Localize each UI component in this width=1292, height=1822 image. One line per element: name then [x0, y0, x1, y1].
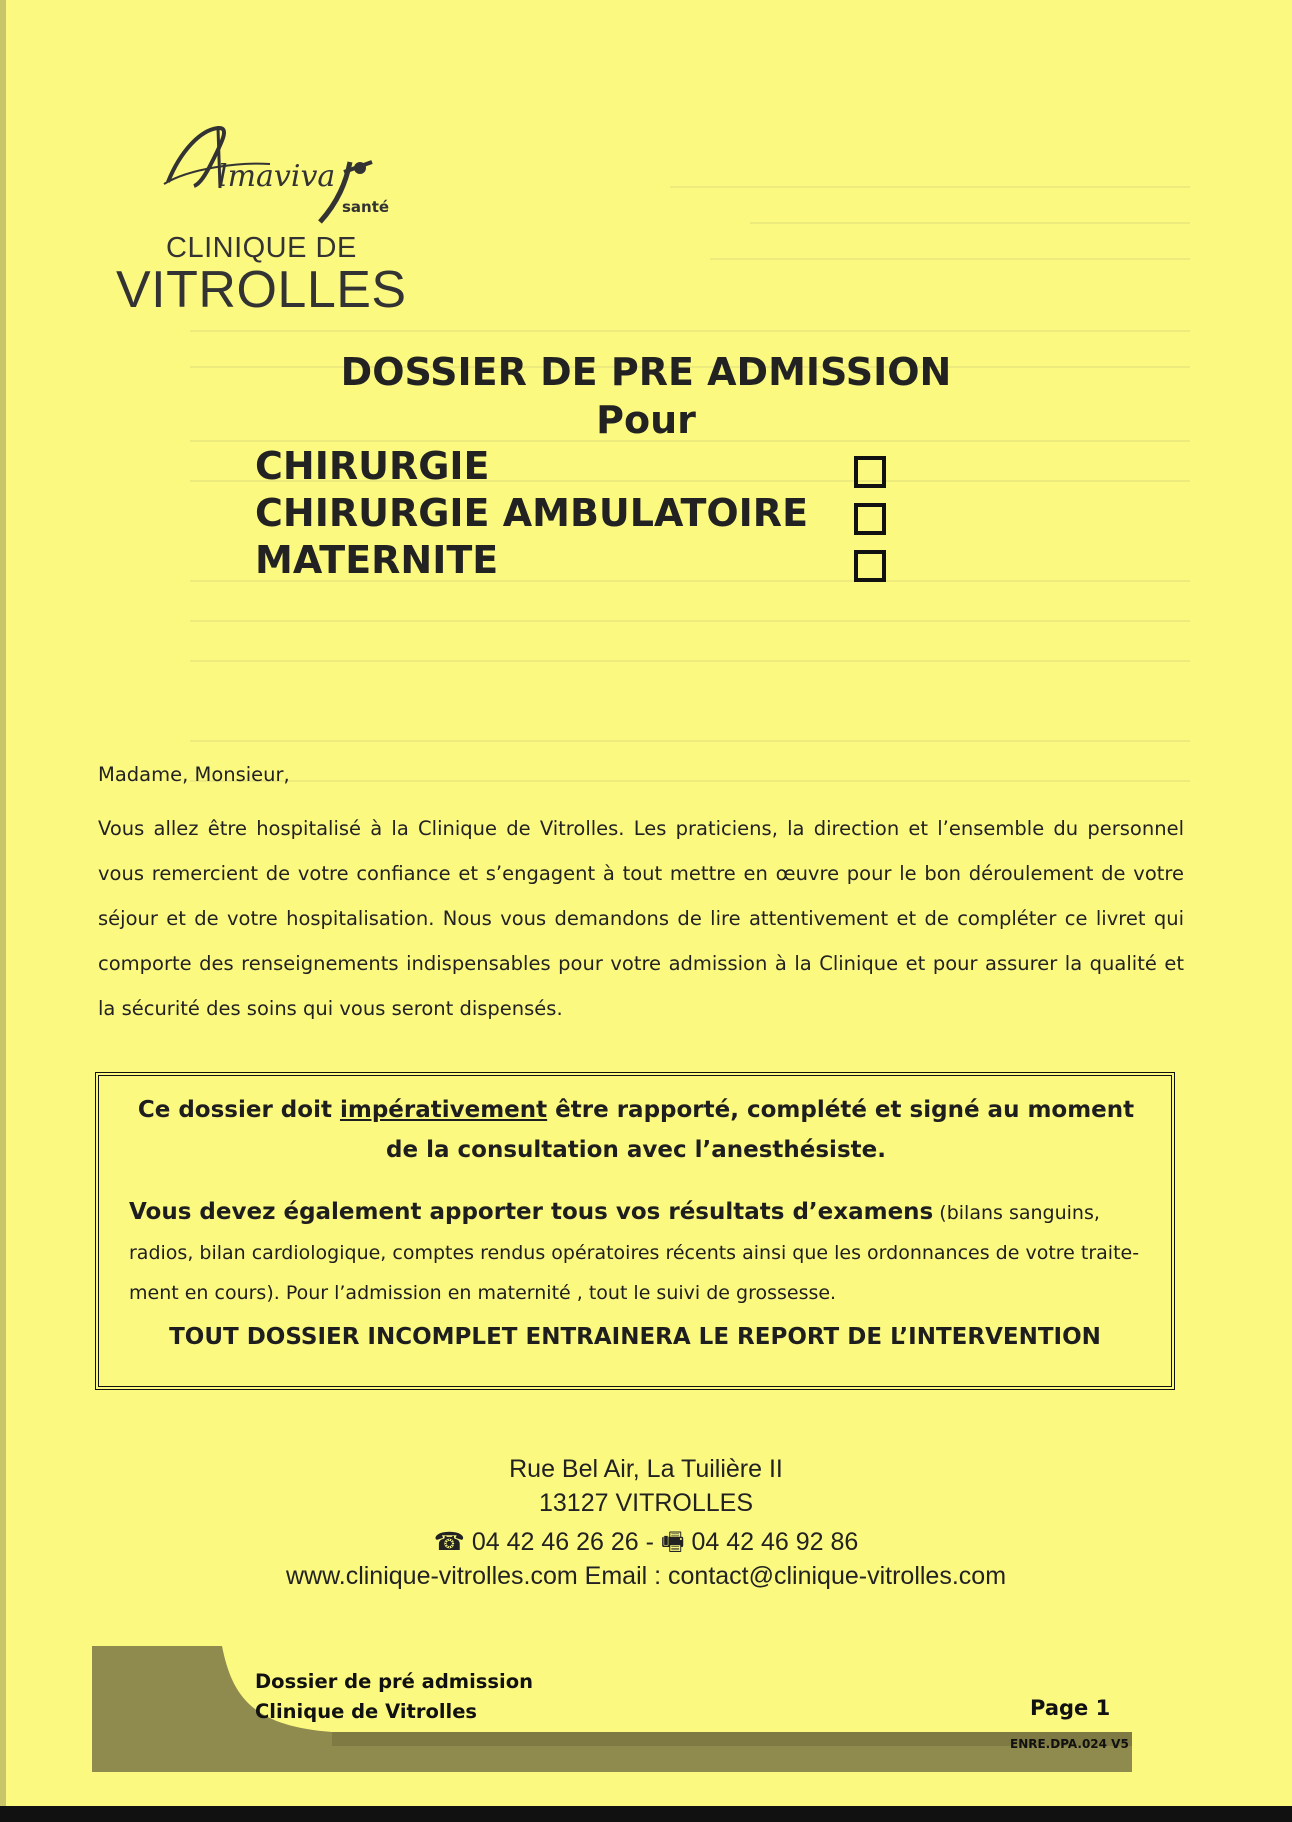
logo-subtitle: santé [342, 198, 390, 216]
option-ambulatoire-label: CHIRURGIE AMBULATOIRE [255, 491, 809, 535]
address-city: 13127 VITROLLES [538, 1489, 753, 1517]
fax-number: 04 42 46 92 86 [691, 1528, 859, 1556]
option-chirurgie-label: CHIRURGIE [255, 444, 490, 488]
logo-line-1: CLINIQUE DE [166, 232, 357, 264]
option-chirurgie-checkbox[interactable] [854, 456, 886, 488]
notice-line-1: Ce dossier doit impérativement être rapporté, complété et signé au moment de la consultation avec l’anesthésiste. [137, 1097, 1135, 1163]
option-ambulatoire-checkbox[interactable] [854, 503, 886, 535]
footer-clinic: Clinique de Vitrolles [255, 1700, 478, 1723]
notice-warning: TOUT DOSSIER INCOMPLET ENTRAINERA LE REPORT DE L’INTERVENTION [169, 1324, 1101, 1350]
letter-salutation: Madame, Monsieur, [98, 763, 290, 786]
document-reference: ENRE.DPA.024 V5 [1010, 1737, 1129, 1751]
document-subtitle: Pour [596, 398, 696, 442]
letter-paragraph: Vous allez être hospitalisé à la Clinique de Vitrolles. Les praticiens, la direction et l’ensemble du personnel vous remercient de votre confiance et s’engagent à tout mettre en œuvre pour le bon déroulement de votre séjour et de votre hospitalisation. Nous vous demandons de lire attentivement et de compléter ce livret qui comporte des renseignements indispensables pour votre admission à la Clinique et pour assurer la qualité et la sécurité des soins qui vous seront dispensés. [98, 817, 1184, 1020]
address-street: Rue Bel Air, La Tuilière II [509, 1455, 783, 1483]
notice-emphasis: impérativement [339, 1097, 548, 1123]
address-web-email: www.clinique-vitrolles.com Email : contact@clinique-vitrolles.com [285, 1562, 1007, 1590]
phone-number: 04 42 46 26 26 [471, 1528, 639, 1556]
document-title: DOSSIER DE PRE ADMISSION [340, 350, 952, 394]
notice-exams-detail: (bilans sanguins, radios, bilan cardiologique, comptes rendus opératoires récents ainsi que les ordonnances de votre traite-ment en cours). Pour l’admission en maternité , tout le suivi de grossesse. [129, 1202, 1140, 1304]
logo-script-text: lmaviva [218, 159, 336, 194]
clinic-logo [110, 122, 407, 319]
fax-icon: 🖷 [660, 1528, 685, 1556]
notice-exams-lead: Vous devez également apporter tous vos résultats d’examens [129, 1199, 934, 1225]
logo-line-2: VITROLLES [116, 261, 407, 319]
footer-band [92, 1646, 1132, 1772]
footer-title: Dossier de pré admission [255, 1670, 533, 1693]
option-maternite-label: MATERNITE [255, 538, 499, 582]
address-phone-line: ☎ 04 42 46 26 26 - 🖷 04 42 46 92 86 [433, 1528, 859, 1556]
scan-edge-bottom [0, 1806, 1292, 1822]
phone-icon: ☎ [433, 1528, 465, 1556]
important-notice-box [95, 1072, 1175, 1390]
option-maternite-checkbox[interactable] [854, 550, 886, 582]
page-number: Page 1 [1030, 1696, 1111, 1720]
notice-line-2 [129, 1192, 1143, 1313]
